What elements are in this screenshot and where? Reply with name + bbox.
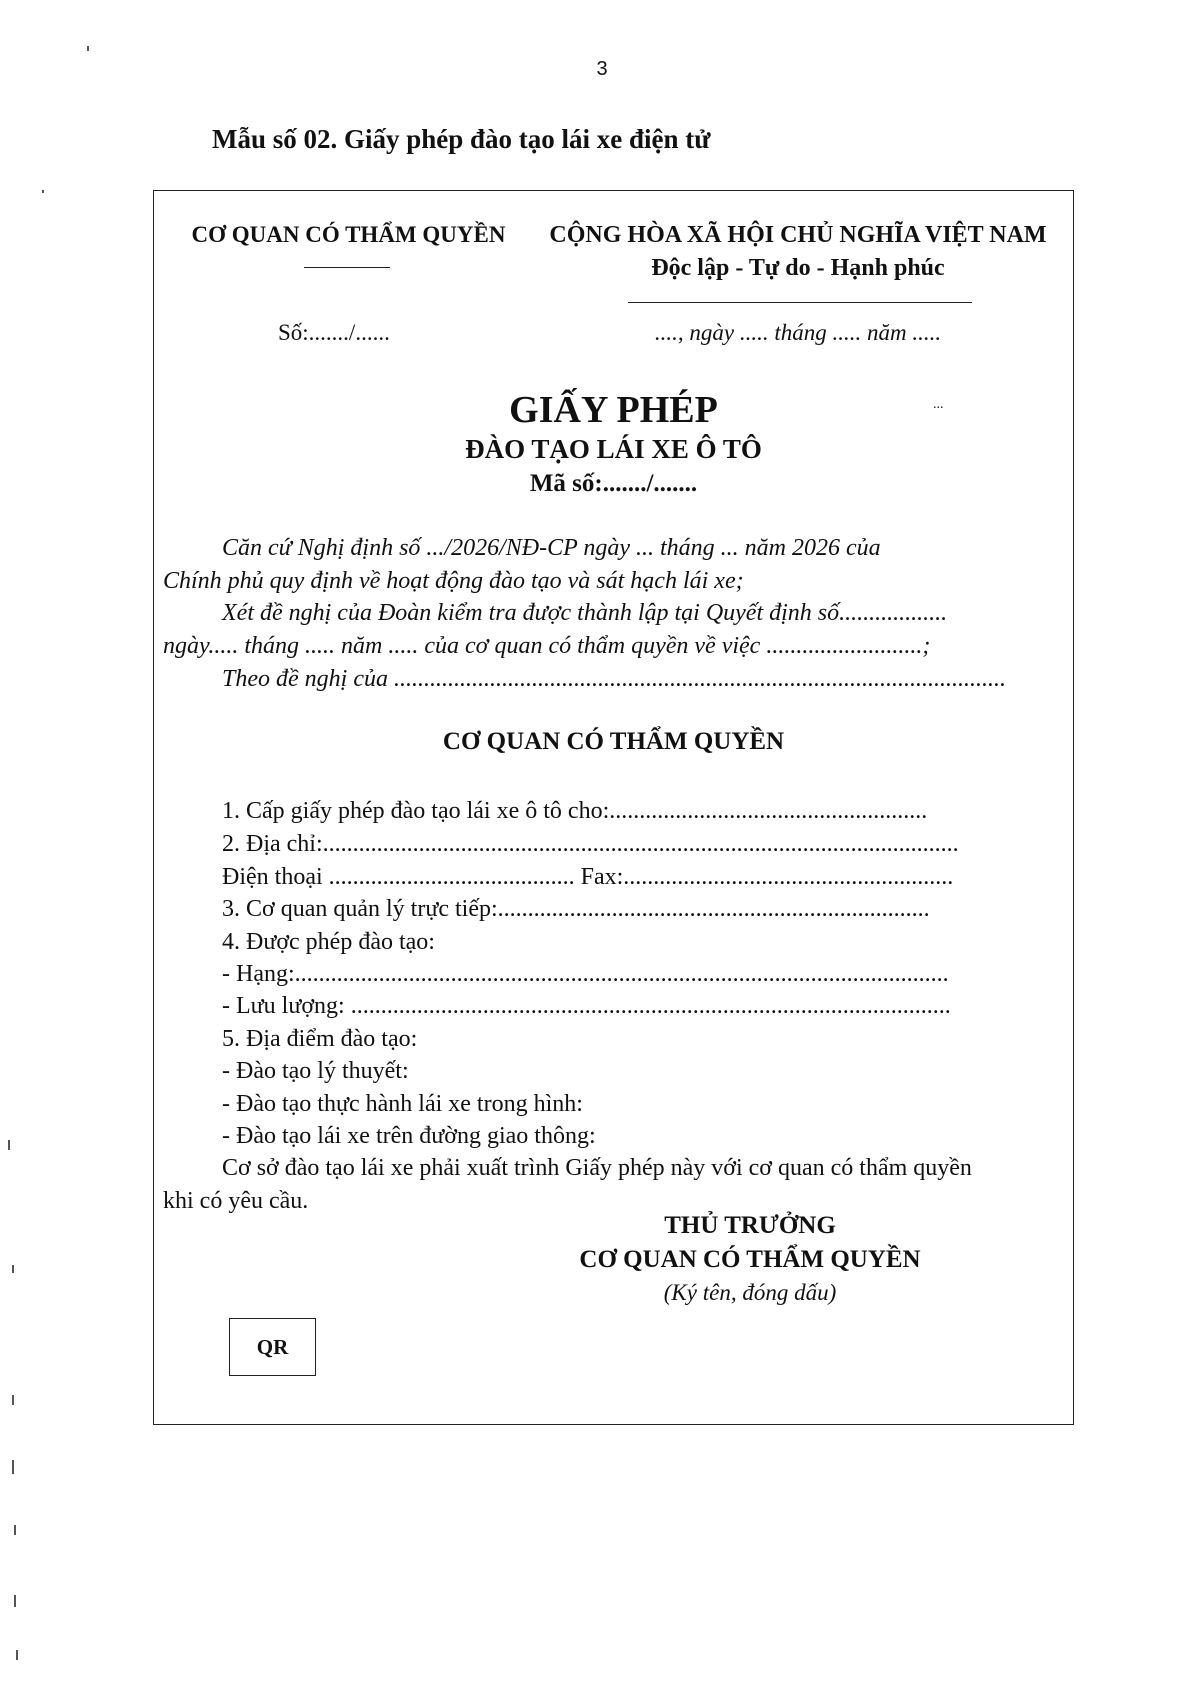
body-line: 2. Địa chỉ:.......................................................................................................... — [222, 831, 959, 857]
license-code: Mã số:......./....... — [529, 470, 698, 497]
body-line: - Đào tạo lý thuyết: — [222, 1058, 409, 1084]
scan-speck — [8, 1140, 10, 1150]
basis-line: Căn cứ Nghị định số .../2026/NĐ-CP ngày ... tháng ... năm 2026 của — [222, 535, 881, 561]
document-title: GIẤY PHÉP — [509, 389, 718, 431]
issuing-authority: CƠ QUAN CÓ THẨM QUYỀN — [191, 222, 506, 247]
scan-speck — [87, 46, 89, 51]
date-line: ...., ngày ..... tháng ..... năm ..... — [654, 320, 942, 345]
motto-underline — [628, 302, 972, 303]
scan-speck — [12, 1265, 14, 1273]
basis-line: Xét đề nghị của Đoàn kiểm tra được thành lập tại Quyết định số.................. — [222, 600, 948, 626]
national-name: CỘNG HÒA XÃ HỘI CHỦ NGHĨA VIỆT NAM — [549, 222, 1047, 248]
body-line: - Hạng:............................................................................................................. — [222, 961, 949, 987]
scan-speck — [12, 1460, 14, 1474]
scan-speck — [14, 1525, 16, 1535]
qr-code-box — [229, 1318, 316, 1376]
body-line: - Đào tạo thực hành lái xe trong hình: — [222, 1091, 583, 1117]
form-caption: Mẫu số 02. Giấy phép đào tạo lái xe điện tử — [212, 124, 711, 154]
basis-line: Theo đề nghị của ...................................................................................................... — [222, 666, 1006, 692]
scan-speck — [42, 190, 44, 193]
signer-authority: CƠ QUAN CÓ THẨM QUYỀN — [579, 1246, 921, 1273]
scan-speck — [14, 1595, 16, 1607]
scan-speck — [12, 1395, 14, 1405]
body-line: - Lưu lượng: .................................................................................................... — [222, 993, 951, 1019]
body-line: Điện thoại ......................................... Fax:....................................................... — [222, 864, 954, 890]
body-line: 5. Địa điểm đào tạo: — [222, 1026, 418, 1052]
national-motto: Độc lập - Tự do - Hạnh phúc — [651, 255, 945, 281]
document-subtitle: ĐÀO TẠO LÁI XE Ô TÔ — [465, 434, 762, 464]
signer-title: THỦ TRƯỞNG — [664, 1212, 836, 1239]
stray-mark: ... — [933, 397, 944, 412]
signature-note: (Ký tên, đóng dấu) — [663, 1280, 837, 1305]
authority-heading: CƠ QUAN CÓ THẨM QUYỀN — [442, 728, 785, 755]
qr-label: QR — [256, 1334, 289, 1359]
body-line: khi có yêu cầu. — [163, 1188, 309, 1214]
basis-line: ngày..... tháng ..... năm ..... của cơ quan có thẩm quyền về việc ..........................; — [163, 633, 931, 659]
scan-speck — [16, 1650, 18, 1660]
document-number: Số:......./...... — [278, 320, 390, 345]
body-line: 1. Cấp giấy phép đào tạo lái xe ô tô cho:..................................................... — [222, 798, 928, 824]
body-line: Cơ sở đào tạo lái xe phải xuất trình Giấy phép này với cơ quan có thẩm quyền — [222, 1155, 972, 1181]
basis-line: Chính phủ quy định về hoạt động đào tạo và sát hạch lái xe; — [163, 568, 744, 594]
body-line: 4. Được phép đào tạo: — [222, 929, 435, 955]
body-line: - Đào tạo lái xe trên đường giao thông: — [222, 1123, 596, 1149]
body-line: 3. Cơ quan quản lý trực tiếp:........................................................................ — [222, 896, 930, 922]
page-number: 3 — [596, 58, 608, 80]
authority-underline — [304, 267, 390, 268]
